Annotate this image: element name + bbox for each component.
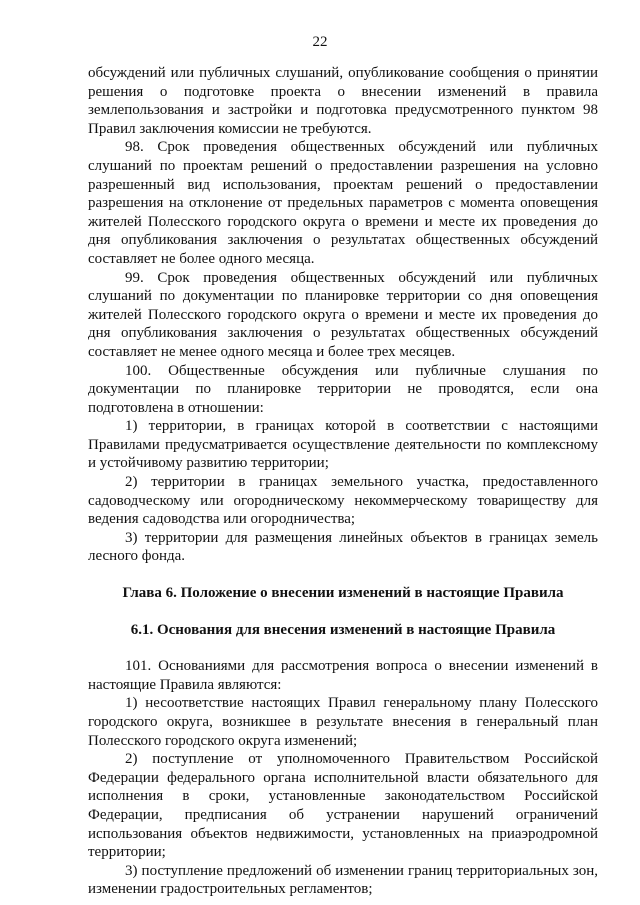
paragraph-101-item-2: 2) поступление от уполномоченного Правительством Российской Федерации федерального органа исполнительной власти обязательного для исполнения в сроки, установленные законодательством Российской Федерации, предписания об устранении нарушений ограничений использования объектов недвижимости, установленных на приаэродромной территории; xyxy=(88,751,598,861)
section-heading: 6.1. Основания для внесения изменений в настоящие Правила xyxy=(130,621,556,638)
chapter-heading: Глава 6. Положение о внесении изменений в настоящие Правила xyxy=(122,585,564,602)
paragraph-continuation: обсуждений или публичных слушаний, опубликование сообщения о принятии решения о подготовке проекта о внесении изменений в правила землепользования и застройки и подготовка предусмотренного пунктом 98 Правил заключения комиссии не требуются. xyxy=(88,65,598,137)
paragraph-100-item-3: 3) территории для размещения линейных объектов в границах земель лесного фонда. xyxy=(88,529,598,565)
paragraph-100: 100. Общественные обсуждения или публичные слушания по документации по планировке территории не проводятся, если она подготовлена в отношении: xyxy=(88,362,598,416)
page-number: 22 xyxy=(312,34,328,50)
paragraph-100-item-2: 2) территории в границах земельного участка, предоставленного садоводческому или огородническому некоммерческому товариществу для ведения садоводства или огородничества; xyxy=(88,474,598,528)
paragraph-101-item-3: 3) поступление предложений об изменении границ территориальных зон, изменении градостроительных регламентов; xyxy=(88,862,598,898)
paragraph-98: 98. Срок проведения общественных обсуждений или публичных слушаний по проектам решений о предоставлении разрешения на условно разрешенный вид использования, проектам решений о предоставлении разрешения на отклонение от предельных параметров с момента оповещения жителей Полесского городского округа о времени и месте их проведения до дня опубликования заключения о результатах общественных обсуждений составляет не более одного месяца. xyxy=(88,139,598,267)
paragraph-99: 99. Срок проведения общественных обсуждений или публичных слушаний по документации по планировке территории со дня оповещения жителей Полесского городского округа о времени и месте их проведения до дня опубликования заключения о результатах общественных обсуждений составляет не менее одного месяца и более трех месяцев. xyxy=(88,269,598,360)
paragraph-100-item-1: 1) территории, в границах которой в соответствии с настоящими Правилами предусматривается осуществление деятельности по комплексному и устойчивому развитию территории; xyxy=(88,418,598,472)
document-body xyxy=(88,64,598,899)
paragraph-101-item-1: 1) несоответствие настоящих Правил генеральному плану Полесского городского округа, возникшее в результате внесения в генеральный план Полесского городского округа изменений; xyxy=(88,695,598,749)
paragraph-101: 101. Основаниями для рассмотрения вопроса о внесении изменений в настоящие Правила являются: xyxy=(88,658,598,693)
